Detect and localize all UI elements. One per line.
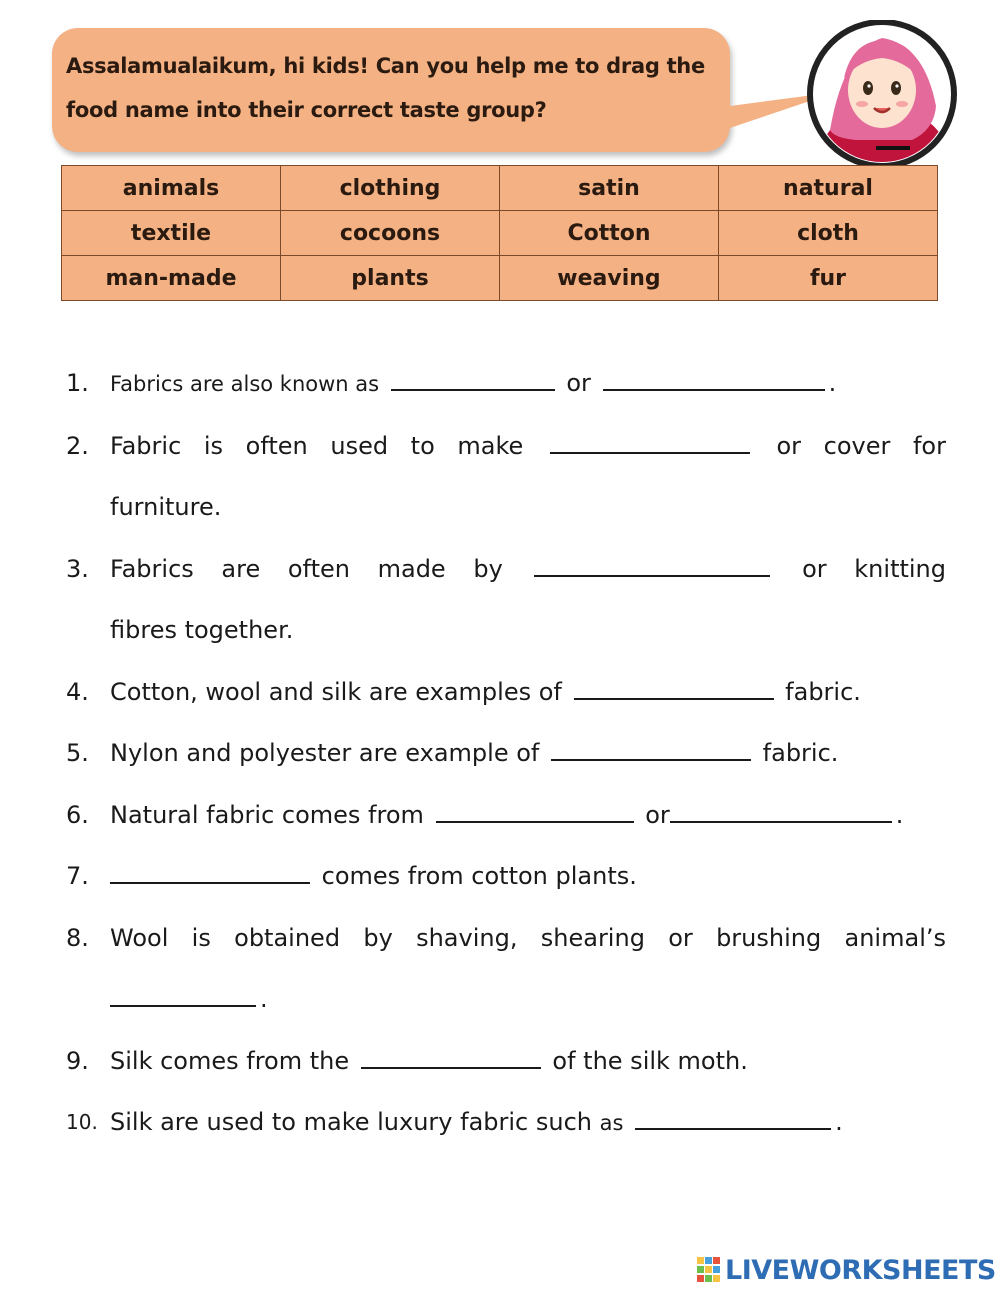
question-6 xyxy=(66,785,946,847)
word-bank-row xyxy=(62,211,938,256)
question-text: Nylon and polyester are example of xyxy=(110,739,540,767)
question-2 xyxy=(66,416,946,478)
word-bank-item[interactable]: Cotton xyxy=(500,211,719,256)
question-7 xyxy=(66,846,946,908)
teacher-avatar-icon xyxy=(794,20,972,170)
question-text: fabric. xyxy=(785,677,861,706)
question-2-continued xyxy=(66,477,946,539)
question-text: . xyxy=(895,800,904,829)
question-5 xyxy=(66,723,946,785)
answer-blank[interactable] xyxy=(361,1041,541,1069)
word-bank-table xyxy=(61,165,938,301)
word-bank-item[interactable]: weaving xyxy=(500,256,719,301)
word-bank-item[interactable]: textile xyxy=(62,211,281,256)
question-number: 10. xyxy=(66,1110,98,1134)
question-9 xyxy=(66,1031,946,1093)
answer-blank[interactable] xyxy=(635,1102,831,1130)
word-bank-item[interactable]: clothing xyxy=(281,166,500,211)
answer-blank[interactable] xyxy=(550,426,750,454)
answer-blank[interactable] xyxy=(574,672,774,700)
question-number: 5. xyxy=(66,739,89,767)
question-text: Silk comes from the xyxy=(110,1046,350,1075)
question-text: or cover for xyxy=(776,431,946,460)
answer-blank[interactable] xyxy=(534,549,770,577)
word-bank-item[interactable]: man-made xyxy=(62,256,281,301)
question-8 xyxy=(66,908,946,970)
word-bank-item[interactable]: fur xyxy=(719,256,938,301)
question-number: 9. xyxy=(66,1046,89,1075)
word-bank-item[interactable]: plants xyxy=(281,256,500,301)
brand-name: LIVEWORKSHEETS xyxy=(725,1254,996,1286)
answer-blank[interactable] xyxy=(670,795,892,823)
question-text: or knitting xyxy=(802,554,946,583)
answer-blank[interactable] xyxy=(110,979,256,1007)
liveworksheets-brand xyxy=(697,1254,996,1286)
question-number: 4. xyxy=(66,677,89,706)
answer-blank[interactable] xyxy=(436,795,634,823)
question-8-continued xyxy=(66,969,946,1031)
question-text: Cotton, wool and silk are examples of xyxy=(110,677,562,706)
word-bank-item[interactable]: cloth xyxy=(719,211,938,256)
question-text: fabric. xyxy=(762,739,839,767)
question-text: . xyxy=(835,1108,843,1136)
question-text: Natural fabric comes from xyxy=(110,800,424,829)
question-number: 7. xyxy=(66,862,89,890)
question-number: 8. xyxy=(66,923,89,952)
question-text: Silk are used to make luxury fabric such xyxy=(110,1108,592,1136)
question-4 xyxy=(66,662,946,724)
question-1 xyxy=(66,353,946,416)
instruction-line-1: Assalamualaikum, hi kids! Can you help me to drag the xyxy=(66,54,705,78)
question-text: Fabrics are also known as xyxy=(110,372,380,396)
question-text: Wool is obtained by shaving, shearing or brushing animal’s xyxy=(110,923,946,952)
question-list xyxy=(66,353,946,1155)
answer-blank[interactable] xyxy=(603,363,825,391)
question-text: as xyxy=(599,1111,624,1135)
question-text: . xyxy=(260,985,268,1013)
question-number: 6. xyxy=(66,800,89,829)
instruction-line-2: food name into their correct taste group? xyxy=(66,98,547,122)
answer-blank[interactable] xyxy=(391,363,555,391)
question-10 xyxy=(66,1092,946,1155)
question-text: Fabrics are often made by xyxy=(110,554,503,583)
question-text: comes from cotton plants. xyxy=(321,862,637,890)
word-bank-item[interactable]: cocoons xyxy=(281,211,500,256)
word-bank-row xyxy=(62,166,938,211)
question-text: . xyxy=(828,369,837,397)
question-text: Fabric is often used to make xyxy=(110,431,524,460)
question-text: or xyxy=(645,800,670,829)
question-text: or xyxy=(566,369,591,397)
word-bank-item[interactable]: animals xyxy=(62,166,281,211)
word-bank-row xyxy=(62,256,938,301)
question-3-continued xyxy=(66,600,946,662)
question-number: 1. xyxy=(66,369,89,397)
liveworksheets-logo-icon xyxy=(697,1257,721,1283)
question-text: furniture. xyxy=(110,493,222,521)
word-bank-item[interactable]: natural xyxy=(719,166,938,211)
word-bank-item[interactable]: satin xyxy=(500,166,719,211)
question-number: 3. xyxy=(66,554,89,583)
answer-blank[interactable] xyxy=(551,733,751,761)
answer-blank[interactable] xyxy=(110,856,310,884)
instruction-text xyxy=(66,44,726,132)
question-number: 2. xyxy=(66,431,89,460)
question-text: of the silk moth. xyxy=(552,1046,748,1075)
question-text: fibres together. xyxy=(110,616,294,644)
question-3 xyxy=(66,539,946,601)
